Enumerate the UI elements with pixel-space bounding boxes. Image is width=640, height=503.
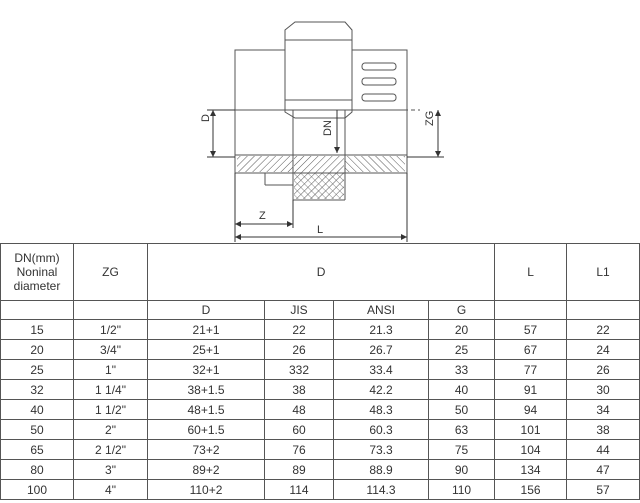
- cell-jis: 38: [265, 380, 334, 400]
- cell-ansi: 60.3: [334, 420, 429, 440]
- cell-zg: 2": [74, 420, 148, 440]
- cell-d: 73+2: [148, 440, 265, 460]
- cell-d: 48+1.5: [148, 400, 265, 420]
- header-ansi: ANSI: [334, 301, 429, 320]
- cell-l1: 57: [567, 480, 640, 500]
- header-l: L: [495, 244, 567, 301]
- table-row: [1, 420, 640, 440]
- table-row: [1, 320, 640, 340]
- cell-d: 32+1: [148, 360, 265, 380]
- table-row: [1, 440, 640, 460]
- cell-zg: 1 1/4": [74, 380, 148, 400]
- header-dn-line-3: diameter: [13, 279, 61, 293]
- header-d: D: [148, 301, 265, 320]
- cell-ansi: 48.3: [334, 400, 429, 420]
- table-row: [1, 380, 640, 400]
- cell-l: 91: [495, 380, 567, 400]
- cell-d: 60+1.5: [148, 420, 265, 440]
- cell-l1: 24: [567, 340, 640, 360]
- cell-g: 33: [429, 360, 495, 380]
- cell-g: 90: [429, 460, 495, 480]
- dim-zg-label: ZG: [424, 110, 436, 126]
- cell-zg: 1": [74, 360, 148, 380]
- cell-d: 38+1.5: [148, 380, 265, 400]
- cell-d: 21+1: [148, 320, 265, 340]
- cell-ansi: 42.2: [334, 380, 429, 400]
- header-dn: [1, 244, 74, 301]
- cell-l: 67: [495, 340, 567, 360]
- cell-jis: 332: [265, 360, 334, 380]
- table-row: [1, 400, 640, 420]
- dim-d-label: D: [200, 114, 212, 122]
- cell-dn: 32: [1, 380, 74, 400]
- dim-l-label: L: [317, 224, 324, 236]
- cell-ansi: 88.9: [334, 460, 429, 480]
- cell-dn: 80: [1, 460, 74, 480]
- cell-ansi: 73.3: [334, 440, 429, 460]
- union-nut: [285, 22, 352, 118]
- cell-g: 50: [429, 400, 495, 420]
- cell-l1: 22: [567, 320, 640, 340]
- cell-dn: 65: [1, 440, 74, 460]
- cell-l: 101: [495, 420, 567, 440]
- cell-dn: 15: [1, 320, 74, 340]
- cell-l1: 30: [567, 380, 640, 400]
- cell-l: 57: [495, 320, 567, 340]
- cell-ansi: 33.4: [334, 360, 429, 380]
- cell-dn: 100: [1, 480, 74, 500]
- cell-l1: 44: [567, 440, 640, 460]
- header-d-group: D: [148, 244, 495, 301]
- cell-jis: 26: [265, 340, 334, 360]
- header-g: G: [429, 301, 495, 320]
- header-empty: [495, 301, 567, 320]
- cell-d: 89+2: [148, 460, 265, 480]
- cell-jis: 48: [265, 400, 334, 420]
- table-row: [1, 460, 640, 480]
- cell-zg: 2 1/2": [74, 440, 148, 460]
- cell-l: 77: [495, 360, 567, 380]
- header-zg: ZG: [74, 244, 148, 301]
- table-row: [1, 340, 640, 360]
- cell-jis: 89: [265, 460, 334, 480]
- cell-l1: 47: [567, 460, 640, 480]
- cell-l: 94: [495, 400, 567, 420]
- cell-g: 20: [429, 320, 495, 340]
- cell-g: 75: [429, 440, 495, 460]
- cell-l1: 38: [567, 420, 640, 440]
- header-dn-line-1: DN(mm): [14, 251, 60, 265]
- cell-zg: 1/2": [74, 320, 148, 340]
- table-row: [1, 360, 640, 380]
- cell-dn: 25: [1, 360, 74, 380]
- header-empty: [567, 301, 640, 320]
- cell-dn: 20: [1, 340, 74, 360]
- cell-ansi: 26.7: [334, 340, 429, 360]
- dimension-spec-table: [0, 243, 640, 500]
- header-l1: L1: [567, 244, 640, 301]
- header-dn-line-2: Noninal: [16, 265, 58, 279]
- cell-l: 156: [495, 480, 567, 500]
- table-row: [1, 480, 640, 500]
- cell-zg: 1 1/2": [74, 400, 148, 420]
- header-empty: [1, 301, 74, 320]
- cell-l: 104: [495, 440, 567, 460]
- header-jis: JIS: [265, 301, 334, 320]
- cell-ansi: 21.3: [334, 320, 429, 340]
- cell-jis: 76: [265, 440, 334, 460]
- cell-g: 40: [429, 380, 495, 400]
- cell-d: 110+2: [148, 480, 265, 500]
- cell-zg: 4": [74, 480, 148, 500]
- union-technical-drawing: [0, 0, 640, 243]
- cell-l1: 34: [567, 400, 640, 420]
- cell-jis: 60: [265, 420, 334, 440]
- cell-ansi: 114.3: [334, 480, 429, 500]
- cell-dn: 50: [1, 420, 74, 440]
- cell-d: 25+1: [148, 340, 265, 360]
- cell-jis: 114: [265, 480, 334, 500]
- cell-jis: 22: [265, 320, 334, 340]
- cell-l1: 26: [567, 360, 640, 380]
- cell-zg: 3": [74, 460, 148, 480]
- cell-g: 25: [429, 340, 495, 360]
- dim-dn-label: DN: [322, 120, 334, 136]
- cell-g: 63: [429, 420, 495, 440]
- header-empty: [74, 301, 148, 320]
- dim-z-label: Z: [259, 210, 266, 222]
- cell-dn: 40: [1, 400, 74, 420]
- left-end-body: [235, 50, 285, 110]
- cell-g: 110: [429, 480, 495, 500]
- cell-l: 134: [495, 460, 567, 480]
- cell-zg: 3/4": [74, 340, 148, 360]
